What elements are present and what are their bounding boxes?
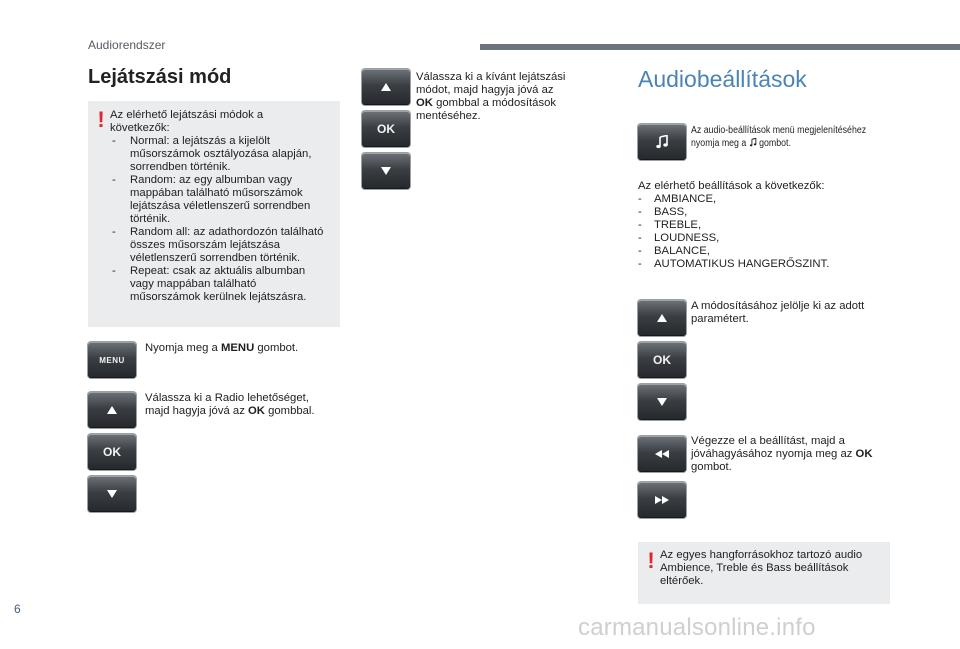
arrow-up-icon — [657, 314, 667, 322]
list-item: - Repeat: csak az aktuális albumban vagy mappában található műsorszámok kerülnek lejátszásra. — [112, 265, 307, 303]
list-item: - Normal: a lejátszás a kijelölt műsorszámok osztályozása alapján, sorrendben történik. — [112, 135, 312, 173]
up-button[interactable] — [638, 300, 686, 336]
playback-modes-note: ! Az elérhető lejátszási módok a következők: - Normal: a lejátszás a kijelölt műsorszámok osztályozása alapján, sorrendben történik. - Random: az egy albumban vagy mappában található műsorszámok lejátszása véletlenszerű sorrendben történik. - Random all: az adathordozón található összes műsorszám lejátszása véletlenszerű sorrendben történik. - Repeat: csak az aktuális albumban vagy mappában található műsorszámok kerülnek lejátszásra. — [88, 101, 340, 327]
up-button[interactable] — [88, 392, 136, 428]
list-item: - AUTOMATIKUS HANGERŐSZINT. — [638, 258, 830, 270]
finish-adjustment-text: Végezze el a beállítást, majd a jóváhagyásához nyomja meg az OK gombot. — [691, 435, 873, 473]
fast-forward-icon — [655, 496, 669, 504]
select-mode-text: Válassza ki a kívánt lejátszási módot, majd hagyja jóvá az OK gombbal a módosítások mentéséhez. — [416, 71, 566, 122]
audio-settings-button[interactable] — [638, 124, 686, 160]
list-item: - Random all: az adathordozón található összes műsorszám lejátszása véletlenszerű sorrendben történik. — [112, 226, 324, 264]
up-button[interactable] — [362, 69, 410, 105]
arrow-down-icon — [657, 398, 667, 406]
warning-icon: ! — [647, 548, 655, 573]
warning-icon: ! — [97, 107, 105, 132]
next-button[interactable] — [638, 482, 686, 518]
list-item: - Random: az egy albumban vagy mappában található műsorszámok lejátszása véletlenszerű sorrendben történik. — [112, 174, 311, 225]
arrow-up-icon — [107, 406, 117, 414]
music-note-icon — [749, 138, 757, 151]
down-button[interactable] — [88, 476, 136, 512]
list-item: - LOUDNESS, — [638, 232, 720, 244]
page-number: 6 — [14, 602, 21, 616]
list-item: - BASS, — [638, 206, 688, 218]
arrow-down-icon — [107, 490, 117, 498]
select-parameter-text: A módosításához jelölje ki az adott paramétert. — [691, 300, 865, 325]
down-button[interactable] — [362, 153, 410, 189]
list-item: - TREBLE, — [638, 219, 702, 231]
arrow-up-icon — [381, 83, 391, 91]
down-button[interactable] — [638, 384, 686, 420]
watermark: carmanualsonline.info — [578, 614, 816, 641]
playback-mode-title: Lejátszási mód — [88, 66, 232, 88]
audio-sources-note: ! Az egyes hangforrásokhoz tartozó audio Ambience, Treble és Bass beállítások eltérőek. — [638, 542, 890, 604]
previous-button[interactable] — [638, 436, 686, 472]
list-item: - BALANCE, — [638, 245, 710, 257]
audio-menu-text: Az audio-beállítások menü megjelenítéséhez nyomja meg a gombot. — [691, 125, 867, 149]
header-rule — [480, 44, 960, 50]
ok-button[interactable]: OK — [88, 434, 136, 470]
audio-settings-title: Audiobeállítások — [638, 66, 807, 92]
menu-step-text: Nyomja meg a MENU gombot. — [145, 342, 299, 354]
radio-step-text: Válassza ki a Radio lehetőséget, majd hagyja jóvá az OK gombbal. — [145, 392, 315, 417]
section-header: Audiorendszer — [88, 38, 166, 52]
music-note-icon — [655, 135, 669, 149]
list-item: - AMBIANCE, — [638, 193, 717, 205]
arrow-down-icon — [381, 167, 391, 175]
settings-list: Az elérhető beállítások a következők: - AMBIANCE, - BASS, - TREBLE, - LOUDNESS, - BALANCE, - AUTOMATIKUS HANGERŐSZINT. — [638, 180, 898, 271]
menu-button[interactable]: MENU — [88, 342, 136, 378]
ok-button[interactable]: OK — [362, 111, 410, 147]
rewind-icon — [655, 450, 669, 458]
ok-button[interactable]: OK — [638, 342, 686, 378]
